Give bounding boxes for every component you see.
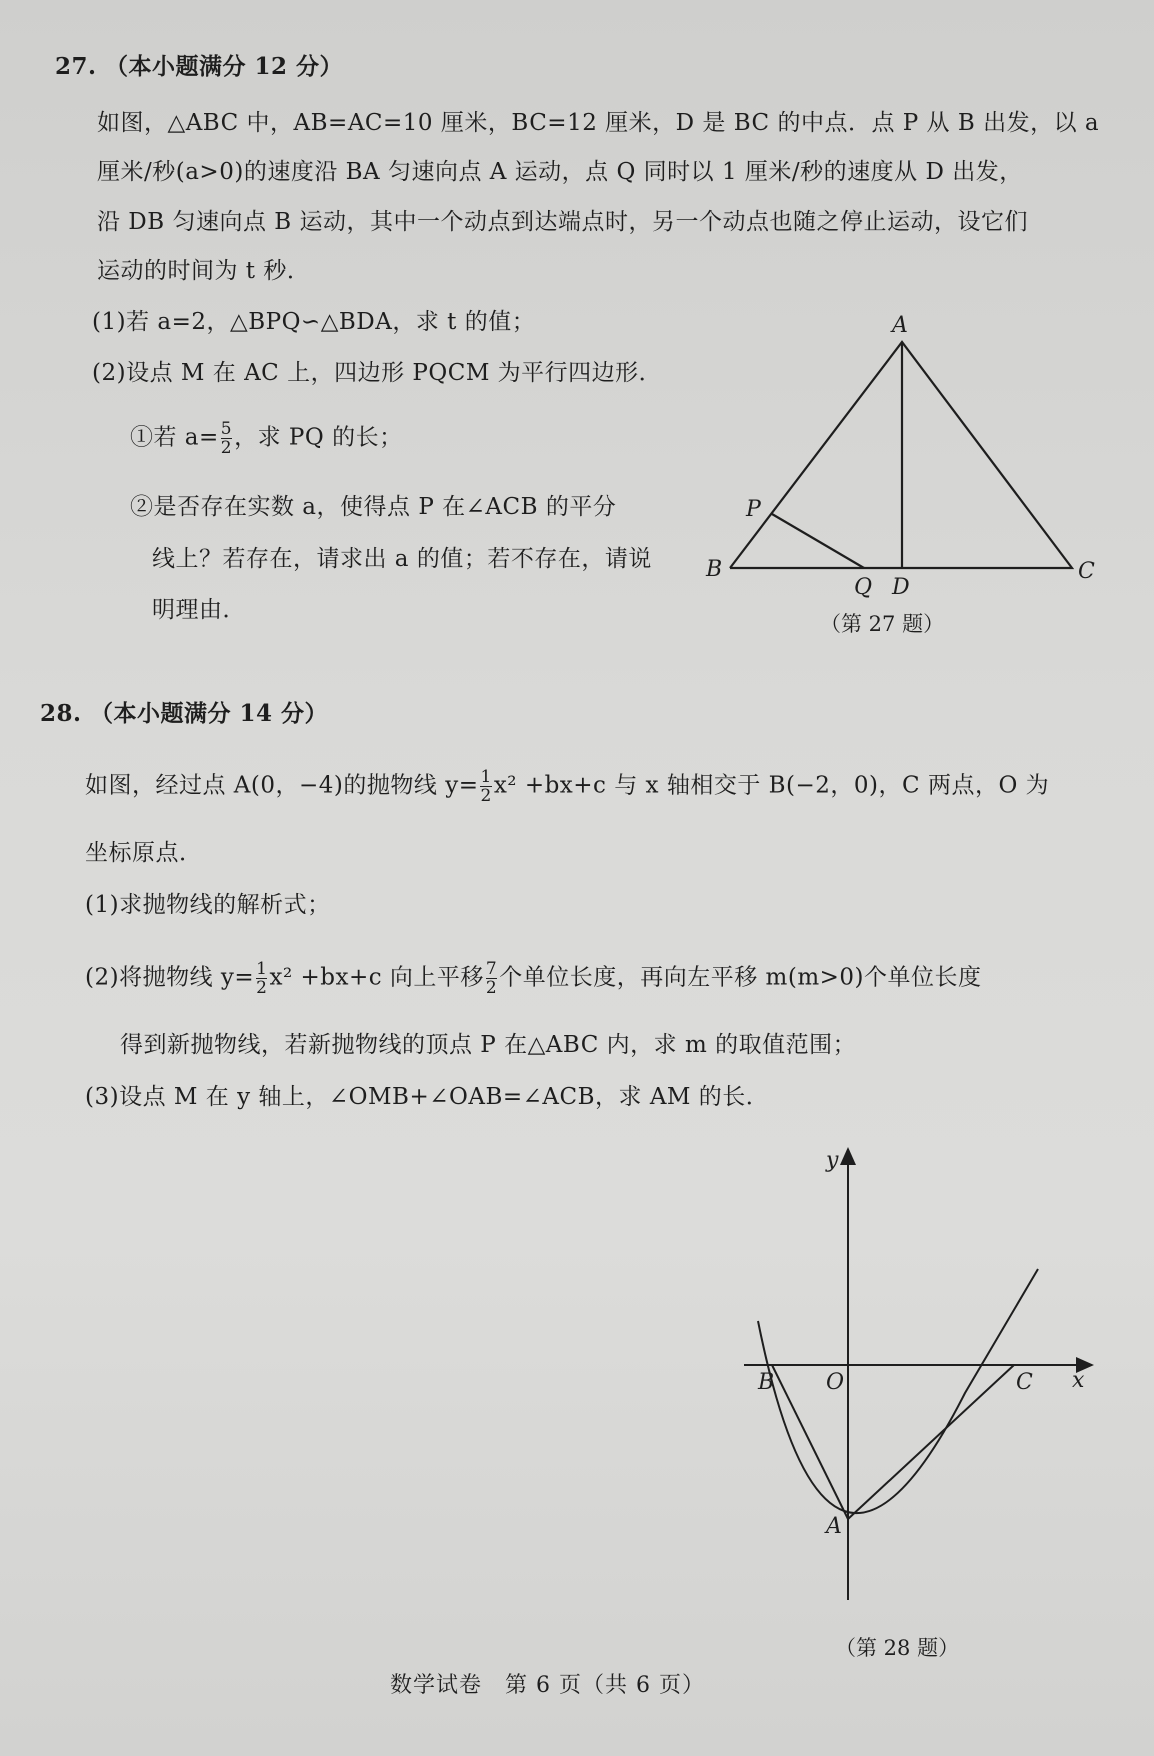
q27-2a-prefix: ①若 a= <box>130 424 219 451</box>
frac-numerator: 5 <box>220 419 233 439</box>
q27-paragraph-line-1: 如图，△ABC 中，AB=AC=10 厘米，BC=12 厘米，D 是 BC 的中点．点 P 从 B 出发，以 a <box>97 110 1100 136</box>
page-footer: 数学试卷 第 6 页（共 6 页） <box>390 1673 705 1698</box>
q27-subquestion-2b-line-1: ②是否存在实数 a，使得点 P 在∠ACB 的平分 <box>130 494 617 520</box>
label-p: P <box>746 497 761 522</box>
q28-header: 28. （本小题满分 14 分） <box>40 700 329 727</box>
frac-denominator: 2 <box>480 786 492 806</box>
label-o: O <box>826 1370 845 1395</box>
label-a: A <box>826 1514 842 1539</box>
segment-pq <box>772 514 864 568</box>
q28-s2-middle: x² +bx+c 向上平移 <box>269 964 484 991</box>
q27-header: 27. （本小题满分 12 分） <box>55 53 344 80</box>
frac-denominator: 2 <box>256 978 268 998</box>
q27-paragraph-line-3: 沿 DB 匀速向点 B 运动，其中一个动点到达端点时，另一个动点也随之停止运动，设它们 <box>97 209 1028 235</box>
label-d: D <box>892 575 910 600</box>
label-c: C <box>1078 559 1095 584</box>
q27-triangle-figure <box>700 310 1100 610</box>
label-x: x <box>1072 1368 1085 1393</box>
parabola-curve <box>758 1269 1038 1513</box>
q27-subquestion-1: (1)若 a=2，△BPQ∽△BDA，求 t 的值； <box>92 309 536 335</box>
frac-numerator: 7 <box>485 959 498 979</box>
q28-s2-prefix: (2)将抛物线 y= <box>85 964 255 991</box>
q28-s2-suffix: 个单位长度，再向左平移 m(m>0)个单位长度 <box>499 964 982 991</box>
label-b: B <box>758 1370 775 1395</box>
fraction-five-halves <box>221 420 232 457</box>
q28-p1-prefix: 如图，经过点 A(0，−4)的抛物线 y= <box>85 772 479 799</box>
q27-caption: （第 27 题） <box>820 612 945 636</box>
q27-2a-suffix: ，求 PQ 的长； <box>234 424 403 451</box>
label-q: Q <box>854 575 873 600</box>
q28-paragraph-line-1 <box>85 768 1049 805</box>
q28-parabola-figure <box>730 1135 1130 1615</box>
q28-subquestion-3: (3)设点 M 在 y 轴上，∠OMB+∠OAB=∠ACB，求 AM 的长． <box>85 1084 770 1110</box>
q27-paragraph-line-4: 运动的时间为 t 秒． <box>97 258 311 284</box>
label-c: C <box>1016 1370 1033 1395</box>
segment-ac <box>848 1365 1014 1519</box>
fraction-one-half <box>480 768 491 805</box>
fraction-seven-halves <box>486 960 497 997</box>
q28-caption: （第 28 题） <box>835 1636 960 1660</box>
fraction-one-half <box>256 960 267 997</box>
label-y: y <box>826 1148 839 1173</box>
frac-numerator: 1 <box>256 959 268 979</box>
q27-subquestion-2b-line-3: 明理由． <box>152 597 246 623</box>
label-b: B <box>706 557 723 582</box>
q27-paragraph-line-2: 厘米/秒(a>0)的速度沿 BA 匀速向点 A 运动，点 Q 同时以 1 厘米/秒的速度从 D 出发， <box>97 159 1023 185</box>
q28-subquestion-2-line-2: 得到新抛物线，若新抛物线的顶点 P 在△ABC 内，求 m 的取值范围； <box>120 1032 857 1058</box>
frac-numerator: 1 <box>480 767 492 787</box>
q28-p1-suffix: x² +bx+c 与 x 轴相交于 B(−2，0)，C 两点，O 为 <box>493 772 1050 799</box>
q27-subquestion-2a <box>130 420 403 457</box>
frac-denominator: 2 <box>220 438 233 458</box>
label-a: A <box>892 313 908 338</box>
q27-subquestion-2: (2)设点 M 在 AC 上，四边形 PQCM 为平行四边形． <box>92 360 663 386</box>
q28-paragraph-line-2: 坐标原点． <box>85 840 203 866</box>
frac-denominator: 2 <box>485 978 498 998</box>
q27-subquestion-2b-line-2: 线上？若存在，请求出 a 的值；若不存在，请说 <box>152 546 652 572</box>
q28-subquestion-1: (1)求抛物线的解析式； <box>85 892 331 918</box>
q28-subquestion-2 <box>85 960 982 997</box>
